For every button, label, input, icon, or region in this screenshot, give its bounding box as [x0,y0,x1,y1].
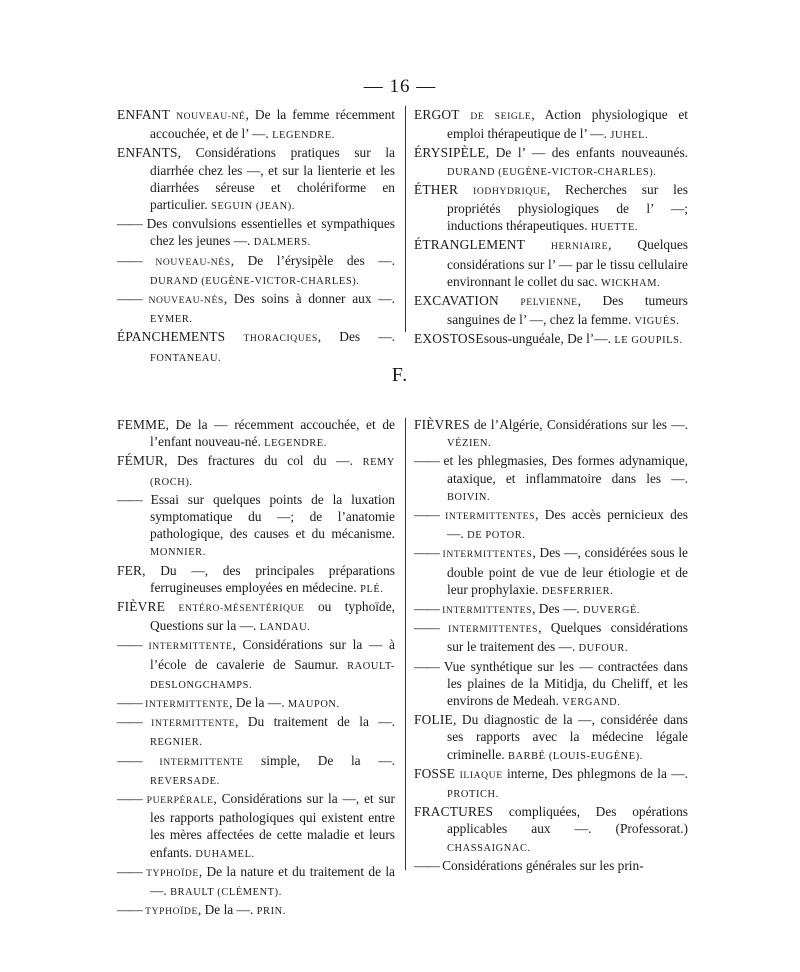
entry-title: , Des —. [317,329,395,345]
entry-heading: —— [117,637,142,653]
entry-title: , De l’ — des enfants nouveaunés. [485,145,688,161]
entry-heading: —— [414,545,439,561]
entry-author: REGNIER. [150,737,203,749]
entry-heading: —— [414,601,439,617]
entry-heading: ÉPANCHEMENTS [117,329,226,345]
index-entry [117,491,395,562]
entry-qualifier: INTERMITTENTE [148,641,233,653]
entry-qualifier: INTERMITTENTES [445,511,536,523]
entry-author: WICKHAM. [600,277,661,289]
entry-author: BARBÉ (LOUIS-EUGÈNE). [507,750,643,762]
index-entry [414,711,688,765]
index-entry [414,416,688,452]
entry-heading: —— [117,491,142,507]
entry-heading: —— [414,620,439,636]
entry-author: DESFERRIER. [541,585,614,597]
entry-heading: —— [414,507,439,523]
index-entry [414,857,688,874]
entry-heading: FIÈVRES [414,417,470,432]
index-entry [414,236,688,292]
entry-qualifier: INTERMITTENTES [442,549,533,561]
entry-qualifier: ENTÉRO-MÉSENTÉRIQUE [178,603,305,615]
index-entry [414,506,688,544]
entry-author: SEGUIN (JEAN). [210,201,295,213]
index-entry [414,452,688,506]
index-entry [117,328,395,366]
entry-author: DUFOUR. [578,643,629,655]
column-bottom-left [117,416,395,920]
entry-heading: —— [414,453,439,469]
entry-author: LEGENDRE. [272,130,335,142]
entry-qualifier: NOUVEAU-NÉS [148,295,224,307]
entry-heading: FÉMUR [117,453,165,469]
index-entry [414,803,688,857]
entry-title: simple, De la —. [243,752,395,768]
index-entry [117,290,395,328]
entry-title: de l’Algérie, Considérations sur les —. [469,417,688,432]
entry-title: Considérations générales sur les prin- [438,857,644,873]
entry-author: JUHEL. [610,130,649,142]
entry-heading: ÉTRANGLEMENT [414,237,525,253]
entry-qualifier: IODHYDRIQUE [473,185,547,197]
entry-author: PLÉ. [360,583,384,595]
entry-heading: —— [117,902,142,918]
entry-title: , Du —, des principales préparations ferrugineuses employées en médecine. [142,562,395,595]
entry-heading: —— [117,291,142,307]
index-entry [414,181,688,237]
column-rule-bottom [405,418,406,870]
entry-qualifier: PELVIENNE [520,297,578,309]
entry-qualifier: THORACIQUES [243,333,318,345]
entry-title: , De l’érysipèle des —. [230,252,395,268]
entry-title: sous-unguéale, De l’—. [483,331,615,347]
entry-heading: ENFANT [117,107,171,122]
entry-qualifier: TYPHOÏDE [145,906,198,918]
entry-title: , Quelques considérations sur le traitement des —. [447,620,688,655]
entry-author: BRAULT (CLÉMENT). [170,887,282,899]
entry-author: MONNIER. [150,547,206,559]
column-top-right [414,106,688,350]
index-entry [414,330,688,349]
index-entry [117,790,395,863]
entry-heading: FIÈVRE [117,599,166,615]
entry-title: , Quelques considérations sur l’ — par le tissu cellulaire environnant le collet du sac. [447,237,688,289]
entry-author: LANDAU. [259,622,311,634]
entry-author: MAUPON. [287,699,340,711]
entry-author: LEGENDRE. [264,438,327,450]
index-entry [414,600,688,619]
entry-heading: EXOSTOSE [414,331,484,347]
entry-author: VERGAND. [562,697,621,709]
entry-qualifier: DE SEIGLE [470,111,532,122]
entry-qualifier: ILIAQUE [459,769,503,781]
entry-title: Essai sur quelques points de la luxation symptomatique du —; de l’anatomie pathologique, des causes et du mécanisme. [141,491,395,542]
index-entry [414,144,688,180]
entry-qualifier: INTERMITTENTES [448,624,539,636]
index-entry [117,416,395,452]
entry-author: REVERSADE. [150,775,220,787]
entry-author: DALMERS. [253,237,311,249]
entry-title: , De la —. [229,695,288,711]
entry-heading: —— [117,791,142,807]
entry-title: , Des —. [532,601,584,617]
index-entry [117,752,395,790]
entry-heading: FEMME [117,417,166,432]
entry-heading: FOLIE [414,712,453,728]
entry-heading: —— [117,752,142,768]
index-entry [117,452,395,490]
index-entry [117,694,395,713]
entry-heading: —— [117,216,142,232]
entry-author: EYMER. [150,314,193,326]
section-letter: F. [391,364,409,386]
index-entry [414,658,688,712]
entry-title: , De la —. [197,902,257,918]
column-rule-top [405,106,406,332]
entry-qualifier: PUERPÉRALE [146,795,214,807]
entry-heading: —— [414,857,439,873]
entry-title: , Considérations pratiques sur la diarrhée chez les —, et sur la lienterie et les diarrhées séreuse et cholériforme en particulier. [150,145,395,213]
entry-title: , Considérations sur la —, et sur les rapports pathologiques qui existent entre les mères affectées de cette maladie et leurs enfants. [150,791,395,860]
entry-title: Des convulsions essentielles et sympathiques chez les jeunes —. [141,216,395,249]
index-entry [117,863,395,901]
entry-author: HUETTE. [590,222,639,234]
entry-qualifier: HERNIAIRE [550,241,609,253]
index-entry [117,901,395,920]
entry-title: ou typhoïde, Questions sur la —. [150,599,395,634]
entry-author: DURAND (EUGÈNE-VICTOR-CHARLES). [150,275,360,287]
index-entry [117,598,395,636]
index-entry [414,765,688,803]
entry-title: Vue synthétique sur les — contractées dans les plaines de la Mitidja, du Cheliff, et les environs de Medeah. [438,658,688,709]
entry-qualifier: INTERMITTENTE [151,718,236,730]
entry-author: VIGUÉS. [634,316,680,328]
entry-author: DUVERGÉ. [583,605,641,617]
entry-title: , Du diagnostic de la —, considérée dans ses rapports avec la médecine légale criminelle. [447,712,688,762]
entry-author: LE GOUPILS. [614,335,683,347]
entry-title: et les phlegmasies, Des formes adynamique, ataxique, et inflammatoire dans les —. [438,453,688,486]
entry-heading: ÉTHER [414,181,459,197]
entry-heading: ÉRYSIPÈLE [414,145,486,161]
index-entry [414,106,688,144]
entry-heading: EXCAVATION [414,293,499,309]
index-entry [414,544,688,600]
entry-title: interne, Des phlegmons de la —. [502,765,688,781]
entry-author: CHASSAIGNAC. [447,842,531,854]
entry-qualifier: NOUVEAU-NÉS [155,256,231,268]
entry-heading: —— [117,863,142,879]
entry-title: , De la femme récemment accouchée, et de l’ —. [150,107,395,142]
entry-author: DE POTOR. [467,530,526,542]
index-entry [117,713,395,751]
page-number: — 16 — [363,76,437,97]
entry-author: RAOULT-DESLONGCHAMPS. [150,660,395,691]
index-entry [414,619,688,657]
entry-heading: —— [117,714,142,730]
entry-author: PRIN. [256,906,286,918]
entry-author: DURAND (EUGÈNE-VICTOR-CHARLES). [447,166,657,178]
entry-title: , Du traitement de la —. [235,714,395,730]
entry-title: , Recherches sur les propriétés physiologiques de l’ —; inductions thérapeutiques. [447,181,688,234]
entry-title: , Des tumeurs sanguines de l’ —, chez la femme. [447,293,688,328]
index-entry [117,106,395,144]
entry-qualifier: INTERMITTENTE [159,756,244,768]
entry-title: , Des —, considérées sous le double point de vue de leur étiologie et de leur prophylaxie. [447,545,688,597]
entry-title: , Des soins à donner aux —. [223,291,395,307]
entry-title: , Des fractures du col du —. [164,453,363,469]
entry-title: , Action physiologique et emploi thérapeutique de l’ —. [447,107,688,142]
entry-heading: FOSSE [414,765,456,781]
index-entry [117,636,395,694]
entry-heading: —— [117,252,142,268]
entry-heading: FER [117,562,143,578]
index-entry [117,215,395,251]
column-top-left [117,106,395,367]
entry-heading: FRACTURES [414,804,494,820]
index-entry [117,252,395,290]
index-entry [117,562,395,598]
entry-author: REMY (ROCH). [150,457,395,488]
entry-title: , De la nature et du traitement de la —. [150,863,395,899]
entry-title: , De la — récemment accouchée, et de l’enfant nouveau-né. [150,417,395,450]
index-entry [117,144,395,215]
entry-author: BOIVIN. [447,491,491,503]
entry-heading: ENFANTS [117,145,178,161]
entry-qualifier: NOUVEAU-NÉ [176,111,246,122]
entry-qualifier: INTERMITTENTES [442,605,533,617]
entry-heading: —— [117,695,142,711]
entry-author: FONTANEAU. [150,352,222,364]
entry-title: , Des accès pernicieux des —. [447,507,688,542]
entry-author: VÉZIEN. [447,438,492,450]
column-bottom-right [414,416,688,874]
entry-qualifier: INTERMITTENTE [145,699,230,711]
entry-qualifier: TYPHOÏDE [146,867,199,879]
entry-author: PROTICH. [447,789,499,801]
entry-title: , Considérations sur la — à l’école de cavalerie de Saumur. [150,637,395,672]
entry-author: DUHAMEL. [195,848,255,860]
index-entry [414,292,688,330]
entry-heading: ERGOT [414,107,460,122]
entry-heading: —— [414,658,439,674]
entry-title: compliquées, Des opérations applicables aux —. (Professorat.) [447,804,688,837]
